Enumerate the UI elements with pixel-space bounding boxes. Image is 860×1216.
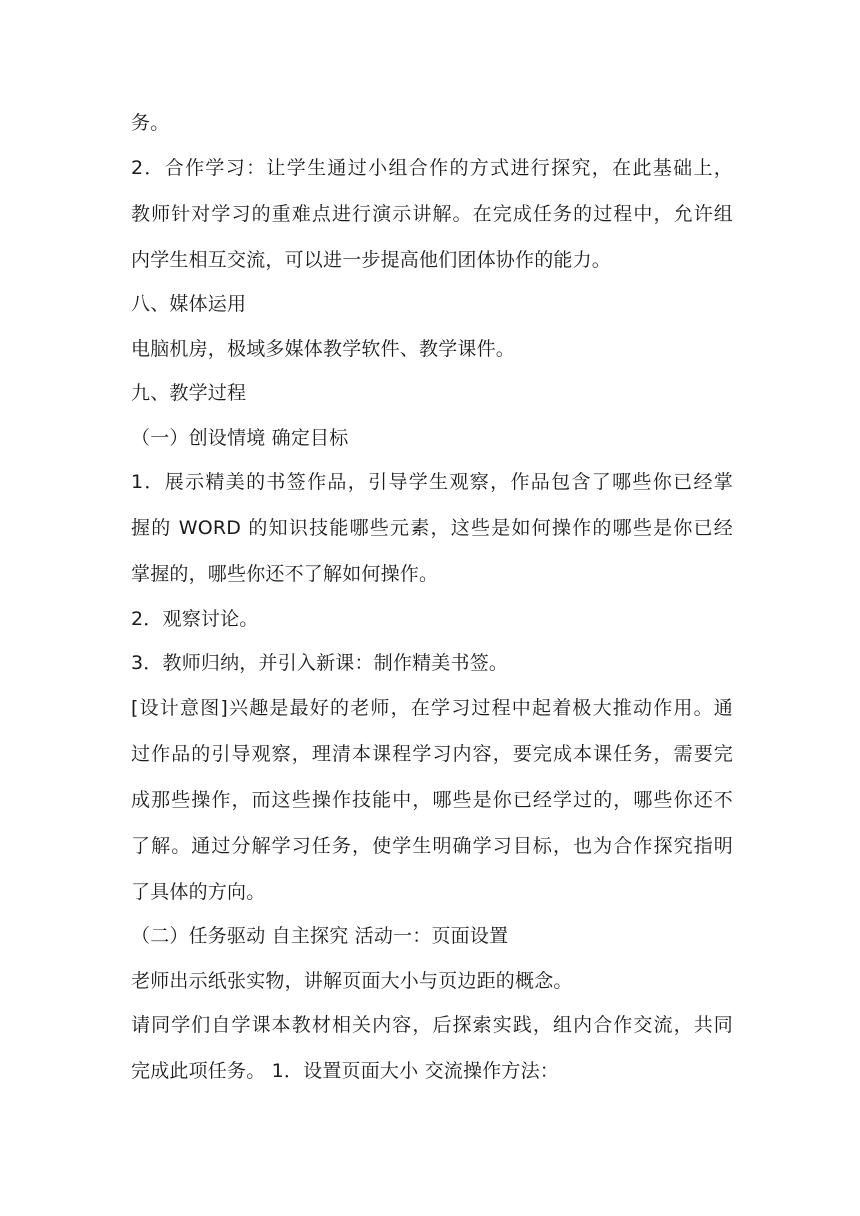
text-line: 握的 WORD 的知识技能哪些元素，这些是如何操作的哪些是你已经 bbox=[131, 517, 733, 539]
subheading-task-driven bbox=[131, 921, 733, 951]
text-line: 教师针对学习的重难点进行演示讲解。在完成任务的过程中，允许组 bbox=[131, 202, 733, 225]
text-line: 电脑机房，极域多媒体教学软件、教学课件。 bbox=[131, 337, 516, 360]
text-line: 2．观察讨论。 bbox=[131, 607, 259, 630]
text-line: 了具体的方向。 bbox=[131, 880, 266, 903]
text-line: 3．教师归纳，并引入新课：制作精美书签。 bbox=[131, 652, 509, 674]
text-line: 过作品的引导观察，理清本课程学习内容，要完成本课任务，需要完 bbox=[131, 742, 733, 765]
paragraph-design-intent bbox=[131, 693, 733, 907]
document-page bbox=[131, 108, 733, 1101]
text-line: 老师出示纸张实物，讲解页面大小与页边距的概念。 bbox=[131, 969, 573, 992]
subsection-heading: （一）创设情境 确定目标 bbox=[131, 426, 349, 449]
text-line: 成那些操作，而这些操作技能中，哪些是你已经学过的，哪些你还不 bbox=[131, 788, 733, 811]
text-line: 掌握的，哪些你还不了解如何操作。 bbox=[131, 563, 439, 585]
paragraph-media bbox=[131, 334, 733, 364]
paragraph-paper-demo bbox=[131, 966, 733, 996]
subheading-create-context bbox=[131, 423, 733, 453]
text-line: 请同学们自学课本教材相关内容，后探索实践，组内合作交流，共同 bbox=[131, 1014, 733, 1036]
subsection-heading: （二）任务驱动 自主探究 活动一：页面设置 bbox=[131, 925, 509, 947]
text-line: 完成此项任务。 1．设置页面大小 交流操作方法： bbox=[131, 1060, 559, 1082]
paragraph-observe-discuss bbox=[131, 604, 733, 634]
section-heading: 九、教学过程 bbox=[131, 382, 247, 404]
paragraph-show-bookmarks bbox=[131, 467, 733, 589]
paragraph-task-end bbox=[131, 108, 733, 138]
paragraph-cooperative-learning bbox=[131, 153, 733, 275]
section-heading: 八、媒体运用 bbox=[131, 293, 247, 315]
heading-teaching-process bbox=[131, 378, 733, 408]
text-line: 1．展示精美的书签作品，引导学生观察，作品包含了哪些你已经掌 bbox=[131, 471, 733, 493]
text-line: 务。 bbox=[131, 112, 170, 134]
text-line: 2．合作学习：让学生通过小组合作的方式进行探究，在此基础上， bbox=[131, 156, 733, 179]
text-line: 内学生相互交流，可以进一步提高他们团体协作的能力。 bbox=[131, 248, 612, 271]
heading-media-use bbox=[131, 289, 733, 319]
paragraph-teacher-summary bbox=[131, 648, 733, 678]
text-line: 了解。通过分解学习任务，使学生明确学习目标，也为合作探究指明 bbox=[131, 834, 733, 857]
paragraph-self-study bbox=[131, 1010, 733, 1086]
text-line: [设计意图]兴趣是最好的老师，在学习过程中起着极大推动作用。通 bbox=[131, 696, 733, 719]
